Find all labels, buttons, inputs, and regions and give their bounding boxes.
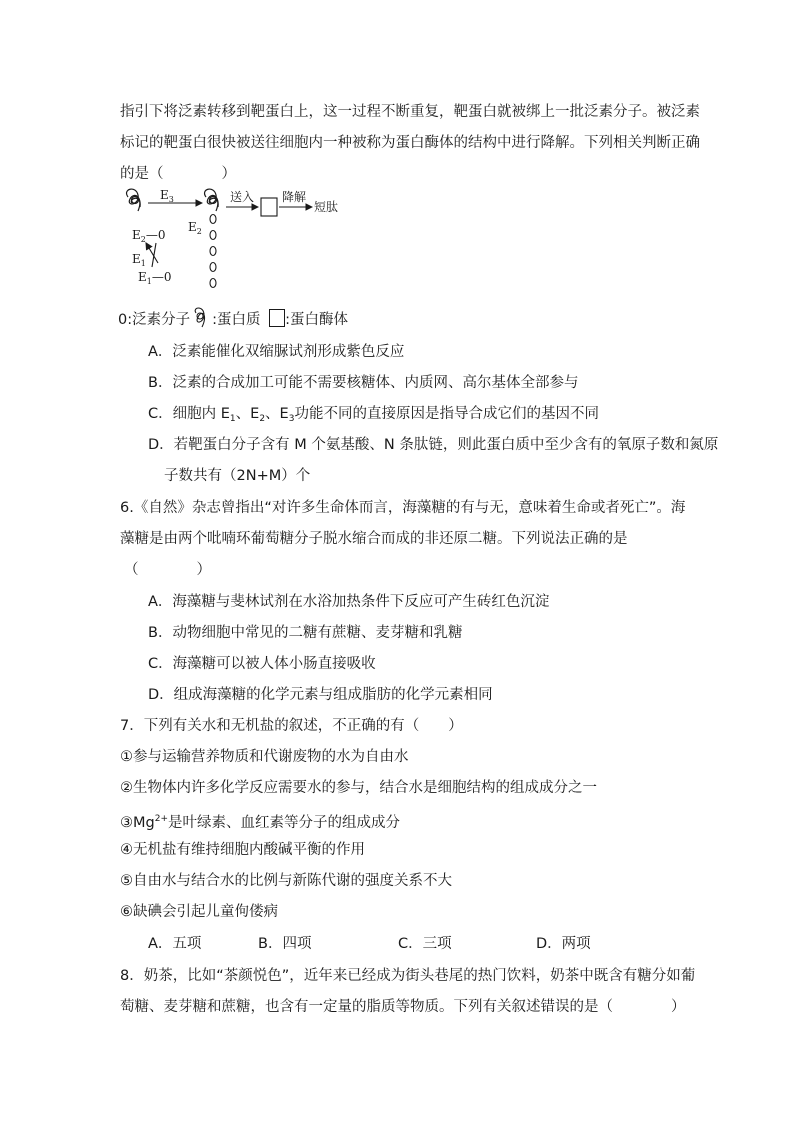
e1-arrow-label: $E_1$ <box>132 252 146 268</box>
q7-option-d: D．两项 <box>536 936 591 952</box>
q6-option-d: D．组成海藻糖的化学元素与组成脂肪的化学元素相同 <box>148 687 493 703</box>
e2-ubiquitin-label: $E_2—0$ <box>132 228 166 244</box>
e3-label: $E_3$ <box>160 188 174 204</box>
e1-ubiquitin-label: $E_1—0$ <box>138 270 172 286</box>
q6-option-a: A．海藻糖与斐林试剂在水浴加热条件下反应可产生砖红色沉淀 <box>148 594 550 610</box>
q8-stem-line-1: 8．奶茶，比如“茶颜悦色”，近年来已经成为街头巷尾的热门饮料，奶茶中既含有糖分如葡 <box>120 968 696 984</box>
q5-stem-line-1: 指引下将泛素转移到靶蛋白上，这一过程不断重复，靶蛋白就被绑上一批泛素分子。被泛素 <box>120 104 700 120</box>
q6-stem-line-2: 藻糖是由两个吡喃环葡萄糖分子脱水缩合而成的非还原二糖。下列说法正确的是 <box>120 531 628 547</box>
q5-option-a: A．泛素能催化双缩脲试剂形成紫色反应 <box>148 344 405 360</box>
q5-option-b: B．泛素的合成加工可能不需要核糖体、内质网、高尔基体全部参与 <box>148 375 579 391</box>
legend-protein: :蛋白质 <box>212 312 261 328</box>
q5-option-c: C．细胞内 $E_1$、$E_2$、$E_3$功能不同的直接原因是指导合成它们的基因不同 <box>148 406 599 424</box>
q7-item-6: ⑥缺碘会引起儿童佝偻病 <box>120 904 278 920</box>
q7-option-c: C．三项 <box>398 936 452 952</box>
degrade-label: 降解 <box>282 190 307 204</box>
e1-arrow <box>146 243 158 263</box>
q7-item-2: ②生物体内许多化学反应需要水的参与，结合水是细胞结构的组成成分之一 <box>120 780 597 796</box>
protein-icon-right <box>205 189 219 211</box>
e2-label-top: $E_2$ <box>188 220 202 236</box>
protein-icon-left <box>127 189 141 211</box>
q7-option-b: B．四项 <box>258 936 312 952</box>
q5-stem-line-3: 的是（ ） <box>120 166 236 182</box>
q6-option-c: C．海藻糖可以被人体小肠直接吸收 <box>148 656 376 672</box>
proteasome-icon <box>261 198 277 216</box>
short-peptide-label: 短肽 <box>314 200 339 214</box>
q8-stem-line-2: 萄糖、麦芽糖和蔗糖，也含有一定量的脂质等物质。下列有关叙述错误的是（ ） <box>120 999 686 1015</box>
q7-item-4: ④无机盐有维持细胞内酸碱平衡的作用 <box>120 842 365 858</box>
q6-option-b: B．动物细胞中常见的二糖有蔗糖、麦芽糖和乳糖 <box>148 625 463 641</box>
q7-option-a: A．五项 <box>148 936 202 952</box>
legend-protein-icon <box>190 307 212 327</box>
q5-option-d-line-2: 子数共有（2N+M）个 <box>164 468 311 484</box>
q7-item-5: ⑤自由水与结合水的比例与新陈代谢的强度关系不大 <box>120 873 452 889</box>
q5-stem-line-2: 标记的靶蛋白很快被送往细胞内一种被称为蛋白酶体的结构中进行降解。下列相关判断正确 <box>120 135 700 151</box>
legend-ubiquitin: 0:泛素分子 <box>118 312 191 328</box>
send-label: 送入 <box>230 190 255 204</box>
q6-stem-line-3: （ ） <box>124 562 211 578</box>
ubiquitin-chain-icon <box>210 215 216 288</box>
q5-option-d-line-1: D．若靶蛋白分子含有 M 个氨基酸、N 条肽链，则此蛋白质中至少含有的氧原子数和氮原 <box>148 437 719 453</box>
legend-proteasome-icon <box>269 309 285 327</box>
q6-stem-line-1: 6.《自然》杂志曾指出“对许多生命体而言，海藻糖的有与无，意味着生命或者死亡”。海 <box>120 500 686 516</box>
q7-item-3: $③Mg^{2+}$是叶绿素、血红素等分子的组成成分 <box>120 814 400 831</box>
q7-stem: 7．下列有关水和无机盐的叙述，不正确的有（ ） <box>120 718 463 734</box>
diagram-legend <box>118 307 348 330</box>
ubiquitination-diagram <box>118 185 358 305</box>
q7-item-1: ①参与运输营养物质和代谢废物的水为自由水 <box>120 749 409 765</box>
legend-proteasome: :蛋白酶体 <box>285 312 349 328</box>
